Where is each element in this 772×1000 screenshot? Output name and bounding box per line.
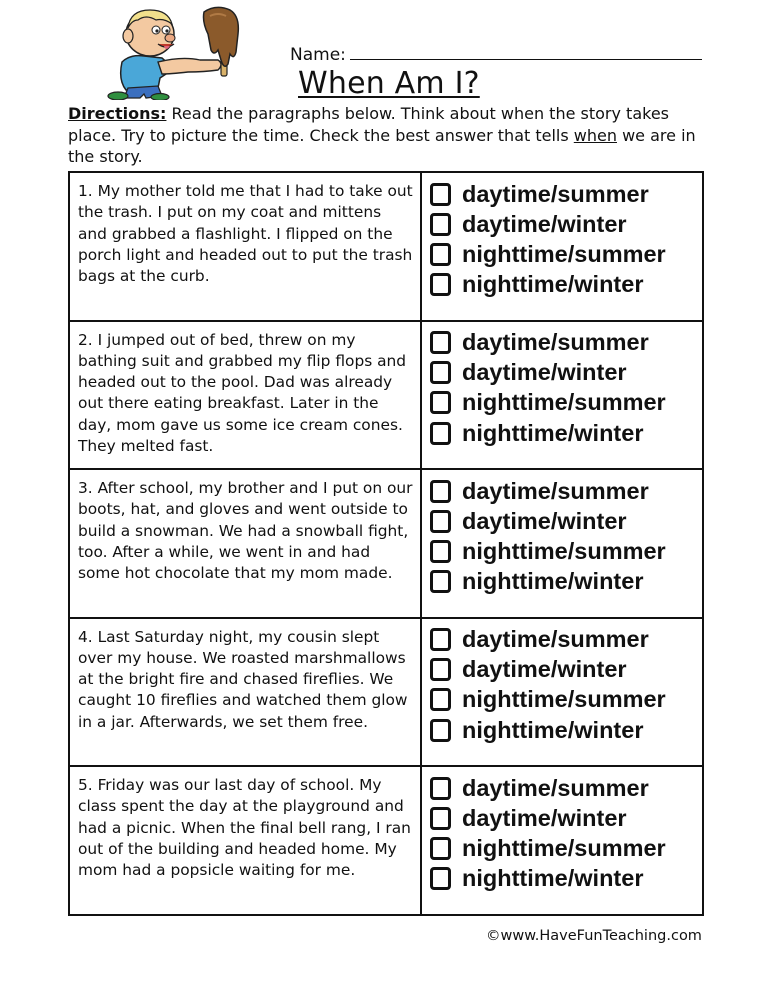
- copyright-footer: ©www.HaveFunTeaching.com: [486, 928, 702, 944]
- question-1-text: 1. My mother told me that I had to take out the trash. I put on my coat and mittens and grabbed a flashlight. I flipped on the porch light and headed out to put the trash bags at the curb.: [69, 172, 421, 321]
- checkbox-icon[interactable]: [430, 422, 451, 445]
- option-nighttime-winter[interactable]: [430, 567, 702, 597]
- option-label: daytime/winter: [462, 210, 627, 237]
- option-nighttime-summer[interactable]: [430, 239, 702, 269]
- option-daytime-winter[interactable]: [430, 506, 702, 536]
- question-4-text: 4. Last Saturday night, my cousin slept over my house. We roasted marshmallows at the bright fire and chased fireflies. We caught 10 fireflies and watched them glow in a jar. Afterwards, we set them free.: [69, 618, 421, 767]
- option-label: daytime/summer: [462, 329, 649, 356]
- boy-with-popsicle-illustration: [100, 4, 260, 100]
- checkbox-icon[interactable]: [430, 391, 451, 414]
- question-4-options: [421, 618, 703, 767]
- question-table: [68, 171, 704, 916]
- option-nighttime-summer[interactable]: [430, 536, 702, 566]
- checkbox-icon[interactable]: [430, 837, 451, 860]
- checkbox-icon[interactable]: [430, 243, 451, 266]
- option-daytime-winter[interactable]: [430, 655, 702, 685]
- option-daytime-summer[interactable]: [430, 625, 702, 655]
- question-row-4: [69, 618, 703, 767]
- question-5-text: 5. Friday was our last day of school. My class spent the day at the playground and had a picnic. When the final bell rang, I ran out of the building and headed home. My mom had a popsicle waiting for me.: [69, 766, 421, 915]
- option-label: daytime/summer: [462, 477, 649, 504]
- option-daytime-summer[interactable]: [430, 179, 702, 209]
- option-label: nighttime/summer: [462, 686, 666, 713]
- name-label: Name:: [290, 45, 346, 65]
- checkbox-icon[interactable]: [430, 719, 451, 742]
- option-label: nighttime/winter: [462, 568, 644, 595]
- worksheet-title: When Am I?: [298, 66, 480, 101]
- option-daytime-winter[interactable]: [430, 803, 702, 833]
- question-1-options: [421, 172, 703, 321]
- name-blank-line[interactable]: [350, 44, 702, 60]
- option-label: daytime/summer: [462, 626, 649, 653]
- question-row-1: [69, 172, 703, 321]
- question-3-text: 3. After school, my brother and I put on our boots, hat, and gloves and went outside to build a snowman. We had a snowball fight, too. After a while, we went in and had some hot chocolate that my mom made.: [69, 469, 421, 618]
- option-nighttime-winter[interactable]: [430, 270, 702, 300]
- directions-text-1: Read the paragraphs below. Think about when the story takes place. Try to picture the time. Check the best answer that tells: [68, 104, 670, 145]
- option-nighttime-winter[interactable]: [430, 418, 702, 448]
- checkbox-icon[interactable]: [430, 273, 451, 296]
- option-label: daytime/summer: [462, 774, 649, 801]
- question-3-options: [421, 469, 703, 618]
- option-label: nighttime/winter: [462, 271, 644, 298]
- checkbox-icon[interactable]: [430, 540, 451, 563]
- option-daytime-winter[interactable]: [430, 209, 702, 239]
- checkbox-icon[interactable]: [430, 510, 451, 533]
- checkbox-icon[interactable]: [430, 213, 451, 236]
- checkbox-icon[interactable]: [430, 867, 451, 890]
- option-label: nighttime/summer: [462, 834, 666, 861]
- option-label: nighttime/summer: [462, 240, 666, 267]
- option-label: daytime/winter: [462, 507, 627, 534]
- option-label: nighttime/summer: [462, 537, 666, 564]
- question-row-2: [69, 321, 703, 470]
- checkbox-icon[interactable]: [430, 183, 451, 206]
- option-daytime-summer[interactable]: [430, 476, 702, 506]
- option-label: nighttime/winter: [462, 865, 644, 892]
- option-label: nighttime/winter: [462, 419, 644, 446]
- directions-emphasis: when: [573, 125, 617, 145]
- option-daytime-winter[interactable]: [430, 358, 702, 388]
- question-row-3: [69, 469, 703, 618]
- checkbox-icon[interactable]: [430, 777, 451, 800]
- option-nighttime-summer[interactable]: [430, 388, 702, 418]
- option-label: nighttime/summer: [462, 389, 666, 416]
- name-field[interactable]: [290, 44, 702, 65]
- option-nighttime-summer[interactable]: [430, 685, 702, 715]
- checkbox-icon[interactable]: [430, 361, 451, 384]
- question-2-options: [421, 321, 703, 470]
- directions: [68, 103, 708, 168]
- option-label: daytime/winter: [462, 359, 627, 386]
- option-nighttime-winter[interactable]: [430, 864, 702, 894]
- checkbox-icon[interactable]: [430, 658, 451, 681]
- checkbox-icon[interactable]: [430, 807, 451, 830]
- checkbox-icon[interactable]: [430, 480, 451, 503]
- question-5-options: [421, 766, 703, 915]
- option-nighttime-winter[interactable]: [430, 715, 702, 745]
- checkbox-icon[interactable]: [430, 688, 451, 711]
- option-label: daytime/summer: [462, 180, 649, 207]
- directions-text-2: we are in the story.: [68, 125, 696, 166]
- question-2-text: 2. I jumped out of bed, threw on my bathing suit and grabbed my flip flops and headed out to the pool. Dad was already out there eating breakfast. Later in the day, mom gave us some ice cream cones. They melted fast.: [69, 321, 421, 470]
- option-label: nighttime/winter: [462, 716, 644, 743]
- checkbox-icon[interactable]: [430, 570, 451, 593]
- option-label: daytime/winter: [462, 656, 627, 683]
- checkbox-icon[interactable]: [430, 628, 451, 651]
- option-nighttime-summer[interactable]: [430, 833, 702, 863]
- directions-label: Directions:: [68, 104, 167, 123]
- checkbox-icon[interactable]: [430, 331, 451, 354]
- question-row-5: [69, 766, 703, 915]
- option-daytime-summer[interactable]: [430, 328, 702, 358]
- option-label: daytime/winter: [462, 804, 627, 831]
- option-daytime-summer[interactable]: [430, 773, 702, 803]
